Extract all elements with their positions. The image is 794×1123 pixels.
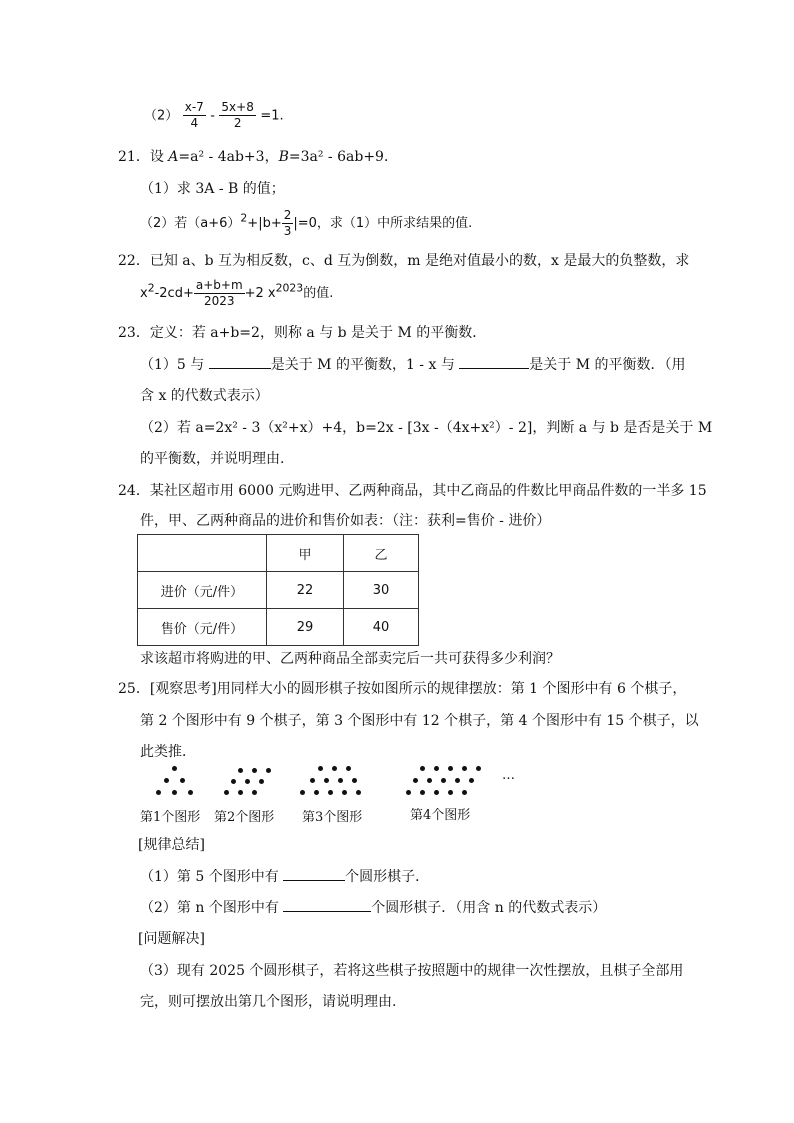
figure-label-2: 第2个图形: [214, 810, 275, 825]
expr-suffix: 的值.: [303, 286, 334, 301]
q21-part2-mid: +|b+: [247, 216, 282, 231]
table-cell: 售价（元/件）: [138, 609, 267, 646]
fraction-denominator: 4: [190, 116, 199, 130]
q23-part1-c: 是关于 M 的平衡数．（用: [529, 357, 686, 373]
q25-part1-a: （1）第 5 个图形中有: [140, 869, 279, 885]
q21-part2: [140, 208, 472, 239]
q21-part1: （1）求 3A - B 的值；: [140, 181, 285, 197]
figure-label-3: 第3个图形: [302, 810, 363, 825]
section-heading: [问题解决]: [138, 931, 205, 947]
table-header-cell: 乙: [344, 535, 419, 572]
answer-blank[interactable]: [459, 367, 529, 369]
table-cell: 29: [267, 609, 344, 646]
q23-part1-a: （1）5 与: [140, 357, 205, 373]
pattern-figure: [138, 762, 518, 826]
var-A: A: [168, 149, 179, 165]
section-heading: [规律总结]: [138, 837, 205, 853]
answer-blank[interactable]: [283, 910, 371, 912]
answer-blank[interactable]: [283, 879, 345, 881]
exponent: 2023: [275, 281, 304, 295]
q21-stem: [118, 146, 398, 166]
q23-part2-line2: 的平衡数，并说明理由.: [140, 451, 285, 467]
q25-part1-b: 个圆形棋子．: [345, 869, 430, 885]
q22-expression: [140, 278, 333, 309]
q25-part3-line2: 完，则可摆放出第几个图形，请说明理由.: [140, 994, 397, 1010]
table-cell: 22: [267, 572, 344, 609]
q24-stem: 24．某社区超市用 6000 元购进甲、乙两种商品，其中乙商品的件数比甲商品件数的一半多 15: [118, 483, 707, 499]
q23-part1: [140, 354, 686, 374]
table-header-cell: [138, 535, 267, 572]
q24-question: 求该超市将购进的甲、乙两种商品全部卖完后一共可获得多少利润？: [140, 651, 560, 667]
ellipsis-label: …: [502, 768, 515, 783]
q25-part2-a: （2）第 n 个图形中有: [140, 900, 279, 916]
fraction-numerator: 2: [283, 208, 292, 222]
exponent: 2: [147, 281, 155, 295]
q25-part2: [140, 897, 606, 917]
table-header-cell: 甲: [267, 535, 344, 572]
figure-label-1: 第1个图形: [140, 810, 201, 825]
fraction-denominator: 3: [283, 224, 292, 238]
fraction-numerator: a+b+m: [195, 278, 243, 292]
table-header-row: [138, 535, 419, 572]
table-cell: 40: [344, 609, 419, 646]
q25-stem-line3: 此类推．: [140, 744, 196, 760]
q25-stem: 25．[观察思考]用同样大小的圆形棋子按如图所示的规律摆放：第 1 个图形中有 6 个棋子，: [118, 681, 687, 697]
var-B: B: [278, 149, 289, 165]
q25-part3: （3）现有 2025 个圆形棋子，若将这些棋子按照题中的规律一次性摆放，且棋子全部用: [140, 963, 684, 979]
fraction: [282, 208, 294, 239]
q23-part1-b: 是关于 M 的平衡数，1 - x 与: [270, 357, 455, 373]
table-cell: 30: [344, 572, 419, 609]
fraction: [183, 100, 206, 131]
table-cell: 进价（元/件）: [138, 572, 267, 609]
q21-prefix: 21．设: [118, 149, 169, 165]
q23-part1-line2: 含 x 的代数式表示）: [140, 388, 269, 404]
operator: -: [210, 108, 215, 124]
fraction-denominator: 2023: [203, 294, 235, 308]
price-table: [137, 534, 419, 646]
q25-stem-line2: 第 2 个图形中有 9 个棋子，第 3 个图形中有 12 个棋子，第 4 个图形中有 15 个棋子，以: [140, 713, 699, 729]
q25-part2-b: 个圆形棋子．（用含 n 的代数式表示）: [371, 900, 607, 916]
fraction-numerator: 5x+8: [221, 100, 254, 114]
q21-part2-post: |=0，求（1）中所求结果的值.: [293, 216, 473, 231]
exponent: 2: [240, 211, 248, 225]
q23-stem: 23．定义：若 a+b=2，则称 a 与 b 是关于 M 的平衡数．: [118, 325, 487, 341]
table-row: [138, 572, 419, 609]
q22-stem: 22．已知 a、b 互为相反数，c、d 互为倒数，m 是绝对值最小的数，x 是最大的负整数，求: [118, 253, 690, 269]
q20-part2: [144, 100, 284, 131]
q20-part2-label: （2）: [144, 108, 179, 124]
expr-term: +2 x: [244, 286, 276, 301]
fraction: [194, 278, 245, 309]
q21-eq2: =3a² - 6ab+9．: [288, 149, 398, 165]
q24-stem-line2: 件，甲、乙两种商品的进价和售价如表：（注：获利=售价 - 进价）: [140, 513, 551, 529]
answer-blank[interactable]: [209, 367, 271, 369]
q23-part2: （2）若 a=2x² - 3（x²+x）+4，b=2x - [3x -（4x+x²）- 2]，判断 a 与 b 是否是关于 M: [140, 420, 713, 436]
equation-rhs: =1.: [260, 108, 284, 124]
table-row: [138, 609, 419, 646]
q21-eq1: =a² - 4ab+3，: [178, 149, 279, 165]
q21-part2-pre: （2）若（a+6）: [140, 216, 241, 231]
q25-part1: [140, 866, 429, 886]
figure-label-4: 第4个图形: [410, 808, 471, 823]
fraction: [219, 100, 255, 131]
expr-term: -2cd+: [154, 286, 194, 301]
expr-x: x: [140, 286, 148, 301]
fraction-denominator: 2: [233, 116, 242, 130]
fraction-numerator: x-7: [184, 100, 204, 114]
